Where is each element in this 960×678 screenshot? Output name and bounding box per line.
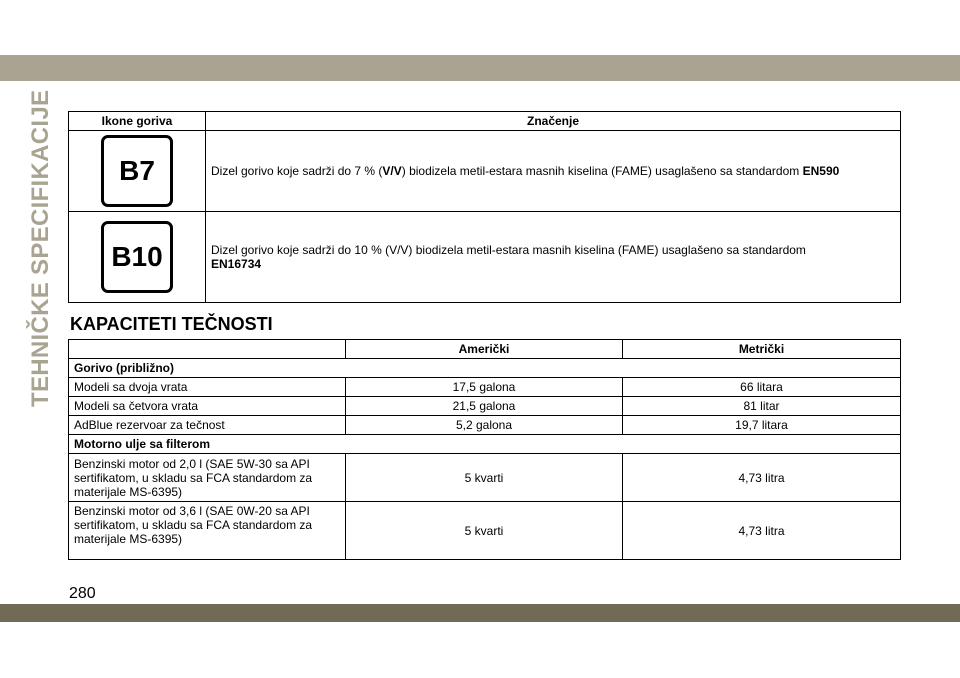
capacity-header-row bbox=[69, 340, 901, 359]
row-label: Modeli sa dvoja vrata bbox=[69, 378, 346, 397]
row-label: AdBlue rezervoar za tečnost bbox=[69, 416, 346, 435]
desc-bold-standard: EN16734 bbox=[211, 257, 262, 271]
desc-text: Dizel gorivo koje sadrži do 10 % (V/V) biodizela metil-estara masnih kiselina (FAME) usaglašeno sa standardom bbox=[211, 243, 806, 257]
group-label: Motorno ulje sa filterom bbox=[69, 435, 901, 454]
us-value: 21,5 galona bbox=[346, 397, 623, 416]
header-metric: Metrički bbox=[623, 340, 901, 359]
page-number: 280 bbox=[69, 585, 96, 602]
section-side-title: TEHNIČKE SPECIFIKACIJE bbox=[27, 89, 54, 407]
table-row bbox=[69, 454, 901, 502]
group-label: Gorivo (približno) bbox=[69, 359, 901, 378]
metric-value: 66 litara bbox=[623, 378, 901, 397]
metric-value: 19,7 litara bbox=[623, 416, 901, 435]
desc-bold-standard: EN590 bbox=[802, 164, 840, 178]
header-meaning: Značenje bbox=[206, 112, 901, 131]
metric-value: 81 litar bbox=[623, 397, 901, 416]
row-label: Benzinski motor od 2,0 l (SAE 5W-30 sa API sertifikatom, u skladu sa FCA standardom za materijale MS-6395) bbox=[69, 454, 346, 502]
us-value: 17,5 galona bbox=[346, 378, 623, 397]
table-row bbox=[69, 378, 901, 397]
icon-cell bbox=[69, 131, 206, 212]
table-row bbox=[69, 416, 901, 435]
table-row bbox=[69, 502, 901, 560]
desc-bold-vv: V/V bbox=[382, 164, 402, 178]
fuel-table-header-row bbox=[69, 112, 901, 131]
b7-fuel-icon: B7 bbox=[101, 135, 173, 207]
us-value: 5,2 galona bbox=[346, 416, 623, 435]
fuel-row-b7 bbox=[69, 131, 901, 212]
section-heading: KAPACITETI TEČNOSTI bbox=[70, 314, 273, 334]
us-value: 5 kvarti bbox=[346, 454, 623, 502]
header-empty bbox=[69, 340, 346, 359]
fuel-icons-table bbox=[68, 111, 901, 303]
metric-value: 4,73 litra bbox=[623, 454, 901, 502]
group-row-fuel bbox=[69, 359, 901, 378]
header-fuel-icons: Ikone goriva bbox=[69, 112, 206, 131]
row-label: Benzinski motor od 3,6 l (SAE 0W-20 sa API sertifikatom, u skladu sa FCA standardom za materijale MS-6395) bbox=[69, 502, 346, 560]
header-us: Američki bbox=[346, 340, 623, 359]
table-row bbox=[69, 397, 901, 416]
desc-text: ) biodizela metil-estara masnih kiselina (FAME) usaglašeno sa standardom bbox=[401, 164, 803, 178]
desc-text: Dizel gorivo koje sadrži do 7 % ( bbox=[211, 164, 383, 178]
metric-value: 4,73 litra bbox=[623, 502, 901, 560]
fuel-description-b7 bbox=[206, 131, 901, 212]
b10-fuel-icon: B10 bbox=[101, 221, 173, 293]
bottom-decorative-band bbox=[0, 604, 960, 622]
fuel-description-b10 bbox=[206, 212, 901, 303]
us-value: 5 kvarti bbox=[346, 502, 623, 560]
row-label: Modeli sa četvora vrata bbox=[69, 397, 346, 416]
fluid-capacities-table bbox=[68, 339, 901, 560]
fuel-row-b10 bbox=[69, 212, 901, 303]
top-decorative-band bbox=[0, 55, 960, 81]
group-row-oil bbox=[69, 435, 901, 454]
icon-cell bbox=[69, 212, 206, 303]
